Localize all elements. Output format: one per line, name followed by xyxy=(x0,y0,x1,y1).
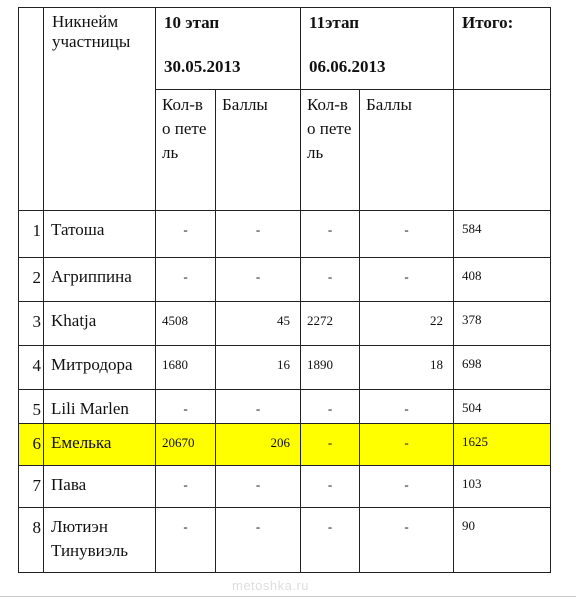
table-row xyxy=(19,466,551,508)
stage10-count-header-cell xyxy=(156,90,216,211)
stage10-label: 10 этап xyxy=(164,13,220,32)
participant-name: Lili Marlen xyxy=(51,399,129,418)
s10-points: - xyxy=(255,519,261,534)
header-row-1 xyxy=(19,8,551,50)
row-number-cell xyxy=(19,466,44,508)
table-row xyxy=(19,508,551,573)
participant-name: Лютиэн Тинувиэль xyxy=(51,517,129,560)
s10-points-cell xyxy=(216,258,301,302)
s10-points: - xyxy=(255,269,261,284)
stage11-date-cell xyxy=(301,50,454,90)
stage11-count-header-cell xyxy=(301,90,360,211)
total-value: 504 xyxy=(462,400,482,415)
s11-points-cell xyxy=(360,302,454,346)
table-row xyxy=(19,346,551,390)
total-value-cell xyxy=(454,508,551,573)
total-value: 584 xyxy=(462,221,482,236)
s10-points: 45 xyxy=(277,313,291,328)
s11-points: - xyxy=(404,435,409,450)
s11-points: 22 xyxy=(430,313,444,328)
table-row xyxy=(19,258,551,302)
s11-count-cell xyxy=(301,390,360,424)
participant-name: Емелька xyxy=(51,433,112,452)
s10-points: - xyxy=(255,222,261,237)
s11-points: - xyxy=(404,519,409,534)
stage11-points-header: Баллы xyxy=(366,95,412,114)
s10-count-cell xyxy=(156,302,216,346)
row-number: 8 xyxy=(32,518,41,537)
s10-count-cell xyxy=(156,390,216,424)
participant-name-cell xyxy=(44,508,156,573)
watermark: metoshka.ru xyxy=(232,578,310,593)
s11-points-cell xyxy=(360,390,454,424)
participant-name-cell xyxy=(44,258,156,302)
total-value-cell xyxy=(454,466,551,508)
s10-points-cell xyxy=(216,466,301,508)
s10-points: - xyxy=(255,401,261,416)
row-number: 6 xyxy=(32,434,41,453)
s10-points-cell xyxy=(216,390,301,424)
participant-name-cell xyxy=(44,466,156,508)
total-value: 408 xyxy=(462,268,482,283)
s11-count-cell xyxy=(301,346,360,390)
stage10-count-header: Кол-во петель xyxy=(162,95,207,162)
participant-name-cell xyxy=(44,390,156,424)
total-header-cell xyxy=(454,8,551,90)
stage10-date-cell xyxy=(156,50,301,90)
s10-points: 16 xyxy=(277,357,291,372)
header-nickname-cell xyxy=(44,8,156,211)
s11-count: - xyxy=(327,435,333,450)
s10-points-cell xyxy=(216,508,301,573)
s11-count: - xyxy=(327,269,333,284)
s11-count: 2272 xyxy=(307,313,334,328)
total-value-cell xyxy=(454,346,551,390)
s11-count-cell xyxy=(301,258,360,302)
total-value-cell xyxy=(454,211,551,258)
participant-name: Татоша xyxy=(51,220,105,239)
s10-count: - xyxy=(183,477,188,492)
total-value: 103 xyxy=(462,476,482,491)
row-number: 5 xyxy=(32,400,41,419)
s10-count: - xyxy=(183,401,188,416)
s11-count: - xyxy=(327,401,333,416)
s10-count-cell xyxy=(156,508,216,573)
s11-count: - xyxy=(327,477,333,492)
table-row xyxy=(19,211,551,258)
row-number-cell xyxy=(19,424,44,466)
table-row xyxy=(19,390,551,424)
s10-points-cell xyxy=(216,424,301,466)
table-row xyxy=(19,424,551,466)
s10-points-cell xyxy=(216,211,301,258)
row-number-cell xyxy=(19,258,44,302)
s11-points-cell xyxy=(360,211,454,258)
s11-count: 1890 xyxy=(307,357,334,372)
total-header: Итого: xyxy=(462,13,514,32)
participant-name: Пава xyxy=(51,475,87,494)
header-num-cell xyxy=(19,8,44,211)
stage10-points-header-cell xyxy=(216,90,301,211)
s11-points-cell xyxy=(360,258,454,302)
s10-count-cell xyxy=(156,258,216,302)
total-value-cell xyxy=(454,258,551,302)
s11-count-cell xyxy=(301,508,360,573)
total-value-cell xyxy=(454,390,551,424)
s11-points-cell xyxy=(360,466,454,508)
s11-points: - xyxy=(404,269,409,284)
participant-name: Митродора xyxy=(51,355,133,374)
row-number: 4 xyxy=(32,356,41,375)
s10-count: - xyxy=(183,269,188,284)
participant-name-cell xyxy=(44,424,156,466)
stage10-header-cell xyxy=(156,8,301,50)
s11-points-cell xyxy=(360,346,454,390)
s10-count-cell xyxy=(156,466,216,508)
s11-points: - xyxy=(404,477,409,492)
row-number-cell xyxy=(19,302,44,346)
participant-name-cell xyxy=(44,302,156,346)
total-value: 90 xyxy=(462,518,476,533)
s11-count-cell xyxy=(301,211,360,258)
total-value: 378 xyxy=(462,312,482,327)
s11-count-cell xyxy=(301,466,360,508)
s10-points-cell xyxy=(216,346,301,390)
row-number-cell xyxy=(19,346,44,390)
nickname-header: Никнейм участницы xyxy=(52,12,131,51)
bottom-divider xyxy=(0,596,576,597)
row-number-cell xyxy=(19,390,44,424)
row-number: 7 xyxy=(32,476,41,495)
row-number-cell xyxy=(19,211,44,258)
s10-count: 1680 xyxy=(162,357,188,372)
stage11-date: 06.06.2013 xyxy=(309,56,386,76)
s11-count: - xyxy=(327,222,333,237)
s10-count: - xyxy=(183,519,188,534)
s10-points-cell xyxy=(216,302,301,346)
stage11-label: 11этап xyxy=(309,13,360,32)
participant-name-cell xyxy=(44,346,156,390)
row-number-cell xyxy=(19,508,44,573)
table-row xyxy=(19,302,551,346)
stage11-points-header-cell xyxy=(360,90,454,211)
s11-count-cell xyxy=(301,302,360,346)
s10-count-cell xyxy=(156,211,216,258)
s10-count-cell xyxy=(156,346,216,390)
s11-count-cell xyxy=(301,424,360,466)
participant-name: Агриппина xyxy=(51,267,132,286)
total-value-cell xyxy=(454,424,551,466)
stage11-count-header: Кол-во петель xyxy=(307,95,352,162)
s10-count: 20670 xyxy=(162,435,195,450)
s10-points: 206 xyxy=(270,435,291,450)
participant-name: Khatja xyxy=(51,311,97,330)
total-subheader-cell xyxy=(454,90,551,211)
stage11-header-cell xyxy=(301,8,454,50)
s11-points: - xyxy=(404,222,409,237)
stage10-points-header: Баллы xyxy=(222,95,268,114)
s10-count-cell xyxy=(156,424,216,466)
s11-points: 18 xyxy=(430,357,444,372)
s11-count: - xyxy=(327,519,333,534)
stage10-date: 30.05.2013 xyxy=(164,56,241,76)
total-value-cell xyxy=(454,302,551,346)
results-table xyxy=(18,7,551,573)
total-value: 1625 xyxy=(462,434,489,449)
s10-count: 4508 xyxy=(162,313,188,328)
row-number: 1 xyxy=(32,221,41,240)
total-value: 698 xyxy=(462,356,482,371)
s10-points: - xyxy=(255,477,261,492)
s11-points-cell xyxy=(360,424,454,466)
row-number: 3 xyxy=(32,312,41,331)
participant-name-cell xyxy=(44,211,156,258)
row-number: 2 xyxy=(32,268,41,287)
s11-points: - xyxy=(404,401,409,416)
s10-count: - xyxy=(183,222,188,237)
s11-points-cell xyxy=(360,508,454,573)
